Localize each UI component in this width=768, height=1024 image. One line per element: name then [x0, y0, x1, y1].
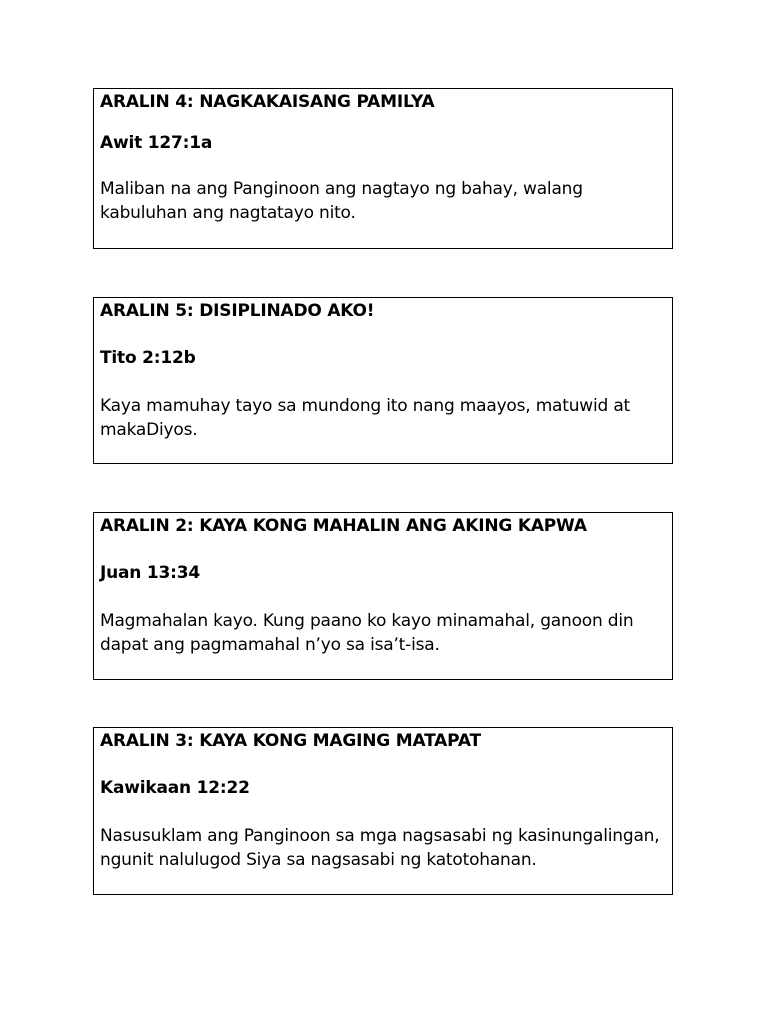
lesson-title: ARALIN 4: NAGKAKAISANG PAMILYA — [100, 92, 435, 112]
lesson-card — [93, 512, 673, 680]
lesson-title: ARALIN 2: KAYA KONG MAHALIN ANG AKING KAPWA — [100, 516, 587, 536]
lesson-title: ARALIN 5: DISIPLINADO AKO! — [100, 301, 375, 321]
verse-text: Magmahalan kayo. Kung paano ko kayo minamahal, ganoon din dapat ang pagmamahal n’yo sa isa’t-isa. — [100, 611, 634, 655]
verse-reference: Tito 2:12b — [100, 348, 196, 368]
verse-text: Nasusuklam ang Panginoon sa mga nagsasabi ng kasinungalingan, ngunit nalulugod Siya sa nagsasabi ng katotohanan. — [100, 826, 660, 870]
lesson-card — [93, 297, 673, 464]
verse-text: Kaya mamuhay tayo sa mundong ito nang maayos, matuwid at makaDiyos. — [100, 396, 631, 440]
verse-text: Maliban na ang Panginoon ang nagtayo ng bahay, walang kabuluhan ang nagtatayo nito. — [100, 179, 583, 223]
lesson-title: ARALIN 3: KAYA KONG MAGING MATAPAT — [100, 731, 481, 751]
verse-reference: Juan 13:34 — [100, 563, 201, 583]
verse-reference: Kawikaan 12:22 — [100, 778, 250, 798]
verse-reference: Awit 127:1a — [100, 133, 213, 153]
lesson-card — [93, 727, 673, 895]
lesson-card — [93, 88, 673, 249]
